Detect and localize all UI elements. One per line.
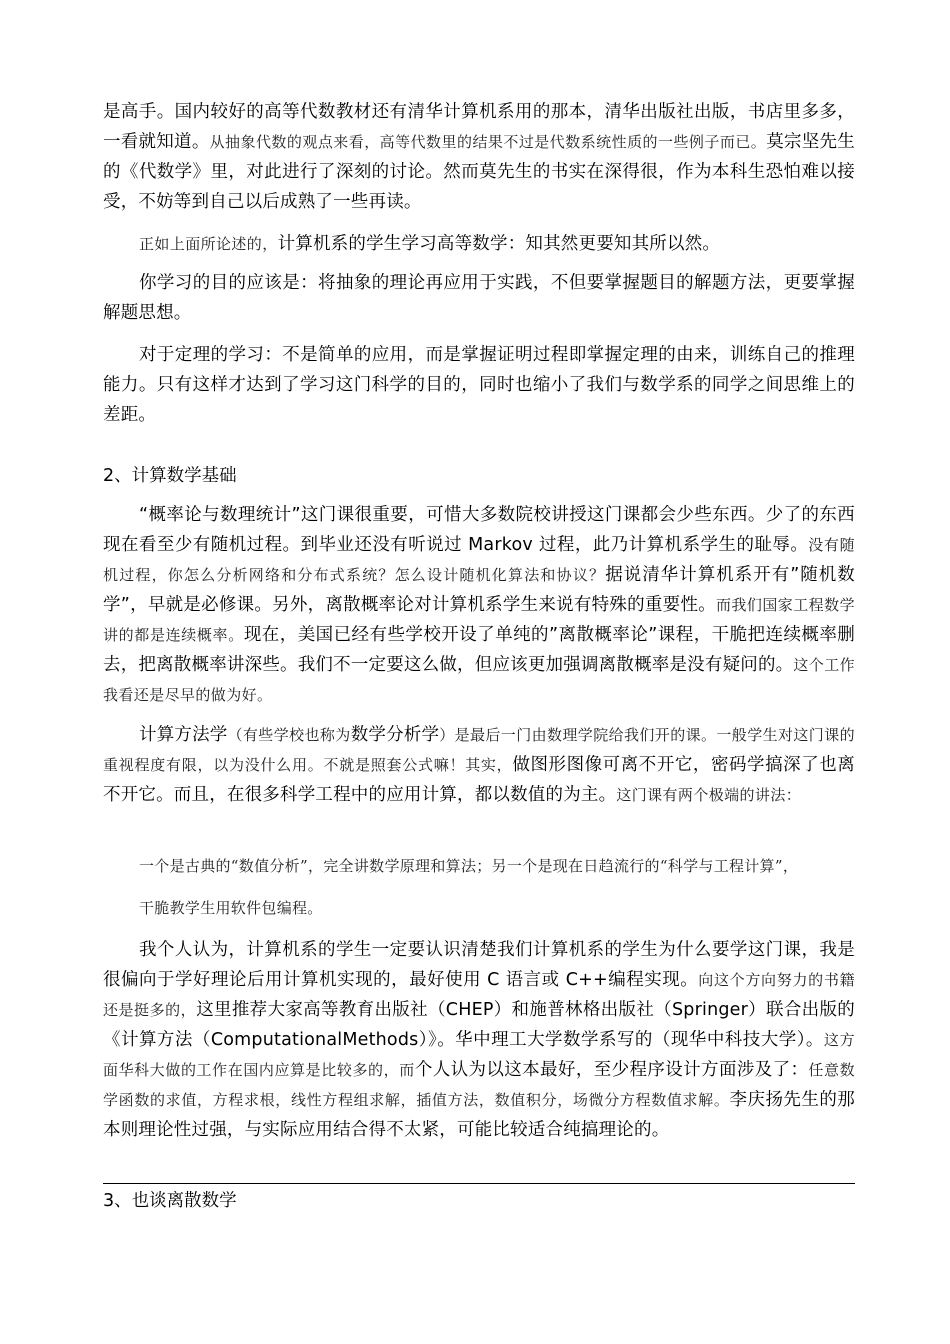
text-run: 任意数学函数的求值，方程求根，线性方程组求解，插值方法，数值积分，场微分方程数值求解。 [103, 1061, 855, 1109]
text-run: 你学习的目的应该是：将抽象的理论再应用于实践，不但要掌握题目的解题方法，更要掌握解题思想。 [103, 273, 855, 323]
paragraph-algebra-books [103, 97, 855, 217]
text-run: 数学分析学 [350, 725, 440, 745]
text-run: 计算机系的学生学习高等数学：知其然更要知其所以然。 [277, 234, 721, 254]
section-heading-3: 3、也谈离散数学 [103, 1191, 237, 1211]
text-run: 是高手。国内较好的高等代数教材还有清华计算机系用的那本，清华出版社出版，书店里多多，一看就知道。 [103, 102, 855, 152]
text-run: 这门课有两个极端的讲法： [616, 786, 802, 804]
paragraph-learning-goal [103, 268, 855, 328]
paragraph-numerical-methods [103, 720, 855, 810]
paragraph-recommendation [103, 935, 855, 1145]
text-run: 计算方法学 [139, 725, 228, 745]
text-run: 我个人认为，计算机系的学生一定要认识清楚我们计算机系的学生为什么要学这门课，我是很偏向于学好理论后用计算机实现的，最好使用 C 语言或 C++编程实现。 [103, 940, 855, 990]
paragraph-probability [103, 500, 855, 710]
text-run: “概率论与数理统计”这门课很重要，可惜大多数院校讲授这门课都会少些东西。少了的东西现在看至少有随机过程。到毕业还没有听说过 Markov 过程，此乃计算机系学生的耻辱。 [103, 505, 855, 555]
text-run: 现在，美国已经有些学校开设了单纯的”离散概率论”课程，干脆把连续概率删去，把离散概率讲深些。我们不一定要这么做，但应该更加强调离散概率是没有疑问的。 [103, 625, 855, 675]
text-run: 没有随机过程，你怎么分析网络和分布式系统？怎么设计随机化算法和协议？ [103, 536, 855, 584]
text-run: 李庆扬先生的那本则理论性过强，与实际应用结合得不太紧，可能比较适合纯搞理论的。 [103, 1090, 855, 1140]
paragraph-summary [103, 229, 855, 259]
section-heading-2: 2、计算数学基础 [103, 466, 237, 486]
text-run: 对于定理的学习：不是简单的应用，而是掌握证明过程即掌握定理的由来，训练自己的推理能力。只有这样才达到了学习这门科学的目的，同时也缩小了我们与数学系的同学之间思维上的差距。 [103, 345, 855, 425]
text-run: （有些学校也称为 [227, 726, 351, 744]
text-run: 而我们国家工程数学讲的都是连续概率。 [103, 596, 855, 644]
paragraph-theorem-study [103, 340, 855, 430]
horizontal-divider [103, 1183, 855, 1184]
text-run: 莫宗坚先生的《代数学》里，对此进行了深刻的讨论。然而莫先生的书实在深得很，作为本科生恐怕难以接受，不妨等到自己以后成熟了一些再读。 [103, 132, 856, 212]
text-run: 做图形图像可离不开它，密码学搞深了也离不开它。而且，在很多科学工程中的应用计算，都以数值的为主。 [103, 755, 855, 805]
text-run: 向这个方向努力的书籍还是挺多的， [103, 971, 855, 1019]
text-run: 这方面华科大做的工作在国内应算是比较多的，而 [103, 1031, 855, 1079]
text-run: 这个工作我看还是尽早的做为好。 [103, 656, 855, 704]
text-run: 正如上面所论述的， [139, 235, 278, 253]
note-two-approaches-line1: 一个是古典的“数值分析”，完全讲数学原理和算法；另一个是现在日趋流行的“科学与工程计算”， [139, 857, 799, 875]
note-two-approaches-line2: 干脆教学生用软件包编程。 [139, 899, 323, 917]
text-run: 从抽象代数的观点来看，高等代数里的结果不过是代数系统性质的一些例子而已。 [209, 133, 767, 151]
text-run: 这里推荐大家高等教育出版社（CHEP）和施普林格出版社（Springer）联合出版的《计算方法（ComputationalMethods）》。华中理工大学数学系写的（现华中科技大学）。 [103, 1000, 856, 1050]
text-run: ）是最后一门由数理学院给我们开的课。一般学生对这门课的重视程度有限，以为没什么用。不就是照套公式嘛！其实， [103, 726, 856, 774]
text-run: 据说清华计算机系开有”随机数学”，早就是必修课。另外，离散概率论对计算机系学生来说有特殊的重要性。 [103, 565, 855, 615]
text-run: 个人认为以这本最好，至少程序设计方面涉及了： [414, 1060, 809, 1080]
